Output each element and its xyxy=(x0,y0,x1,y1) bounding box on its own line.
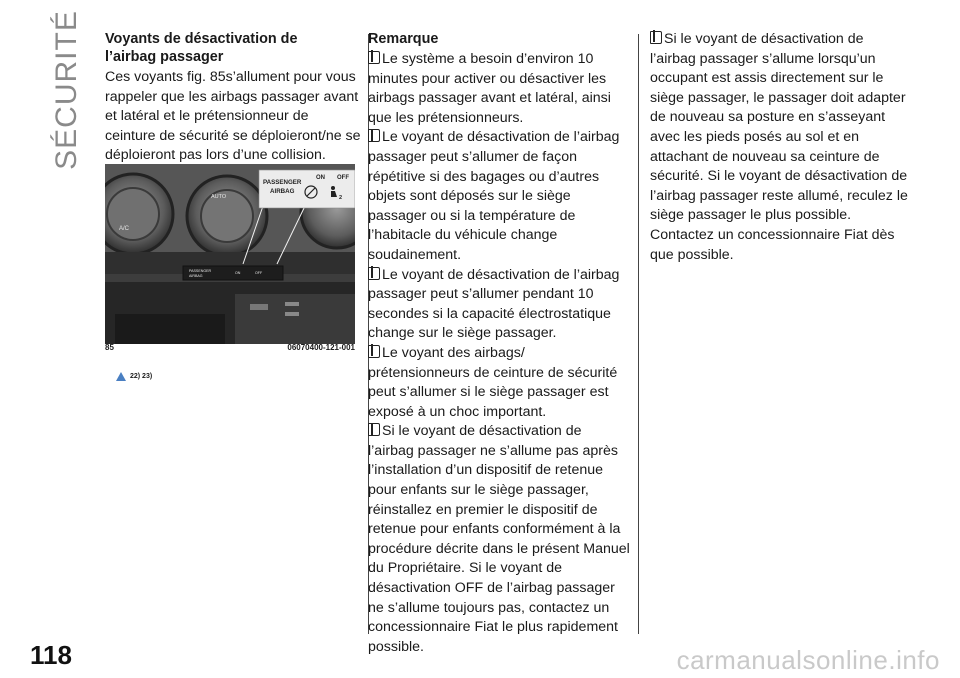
note-item xyxy=(368,128,630,265)
note-text: Si le voyant de désactivation de l’airbag passager ne s’allume pas après l’installation d’un dispositif de retenue pour enfants sur le siège passager, réinstallez en premier le dispositif de retenue pour enfants conformément à la procédure décrite dans le présent Manuel du Propriétaire. Si le voyant de désactivation OFF de l’airbag passager ne s’allume toujours pas, contactez un concessionnaire Fiat le plus rapidement possible. xyxy=(368,423,630,655)
book-icon xyxy=(368,345,380,358)
intro-paragraph: Ces voyants fig. 85s’allument pour vous rappeler que les airbags passager avant et latéral et le prétensionneur de ceinture de sécurité se déploieront/ne se déploieront pas lors d’une collision. xyxy=(105,69,361,164)
dashboard-illustration xyxy=(105,164,355,344)
note-text: Le voyant des airbags/ prétensionneurs de ceinture de sécurité peut s’allumer si le siège passager est exposé à un choc important. xyxy=(368,344,618,420)
callout-airbag-label: AIRBAG xyxy=(270,188,295,195)
column-1 xyxy=(105,30,361,166)
note-text: Le système a besoin d’environ 10 minutes pour activer ou désactiver les airbags passager avant et latéral, ainsi que les prétensionneurs. xyxy=(368,51,611,126)
book-icon xyxy=(368,267,380,280)
book-icon xyxy=(368,423,380,436)
note-text: Si le voyant de désactivation de l’airbag passager s’allume lorsqu’un occupant est assis directement sur le siège passager, le passager doit adapter de nouveau sa posture en s’asseyant avec les pieds posés au sol et en attachant de nouveau sa ceinture de sécurité. Si le voyant de désactivation de l’airbag passager reste allumé, reculez le siège passager le plus possible. Contactez un concessionnaire Fiat dès que possible. xyxy=(650,31,908,263)
figure-code: 06070400-121-001 xyxy=(287,343,355,352)
warning-triangle-icon xyxy=(116,372,126,381)
note-text: Le voyant de désactivation de l’airbag passager peut s’allumer de façon répétitive si des bagages ou d’autres objets sont déposés sur le siège passager ou si la température de l’habitacle du véhicule change soudainement. xyxy=(368,129,620,263)
warning-refs-text: 22) 23) xyxy=(130,373,153,380)
book-icon xyxy=(368,51,380,64)
callout-off-label: OFF xyxy=(337,175,349,181)
callout-passenger-label: PASSENGER xyxy=(263,179,302,186)
column-2 xyxy=(368,30,630,657)
footer-watermark: carmanualsonline.info xyxy=(676,645,940,675)
note-item xyxy=(650,30,912,265)
section-tab xyxy=(50,10,83,170)
note-item xyxy=(368,266,630,344)
section-tab-label: SÉCURITÉ xyxy=(50,10,83,170)
dashboard-figure xyxy=(105,164,355,344)
note-text: Le voyant de désactivation de l’airbag passager peut s’allumer pendant 10 secondes si la capacité électrostatique change sur le siège passager. xyxy=(368,266,620,342)
book-icon xyxy=(650,31,662,44)
heading-line-2: l’airbag passager xyxy=(105,49,224,65)
section-heading xyxy=(105,30,361,66)
callout-two-label: 2 xyxy=(339,195,343,201)
book-icon xyxy=(368,129,380,142)
heading-line-1: Voyants de désactivation de xyxy=(105,31,298,47)
note-item xyxy=(368,50,630,128)
note-item xyxy=(368,422,630,657)
column-divider-2 xyxy=(638,34,639,634)
page-number: 118 xyxy=(30,640,72,670)
column-3 xyxy=(650,30,912,265)
ac-label: A/C xyxy=(119,226,130,232)
callout-on-label: ON xyxy=(316,175,325,181)
figure-number: 85 xyxy=(105,343,114,352)
strip-airbag-label: AIRBAG xyxy=(189,274,203,278)
warning-references xyxy=(116,372,152,381)
note-item xyxy=(368,344,630,422)
strip-on-label: ON xyxy=(235,271,241,275)
auto-label: AUTO xyxy=(211,194,227,200)
strip-passenger-label: PASSENGER xyxy=(189,269,212,273)
strip-off-label: OFF xyxy=(255,271,263,275)
remark-heading: Remarque xyxy=(368,31,439,47)
